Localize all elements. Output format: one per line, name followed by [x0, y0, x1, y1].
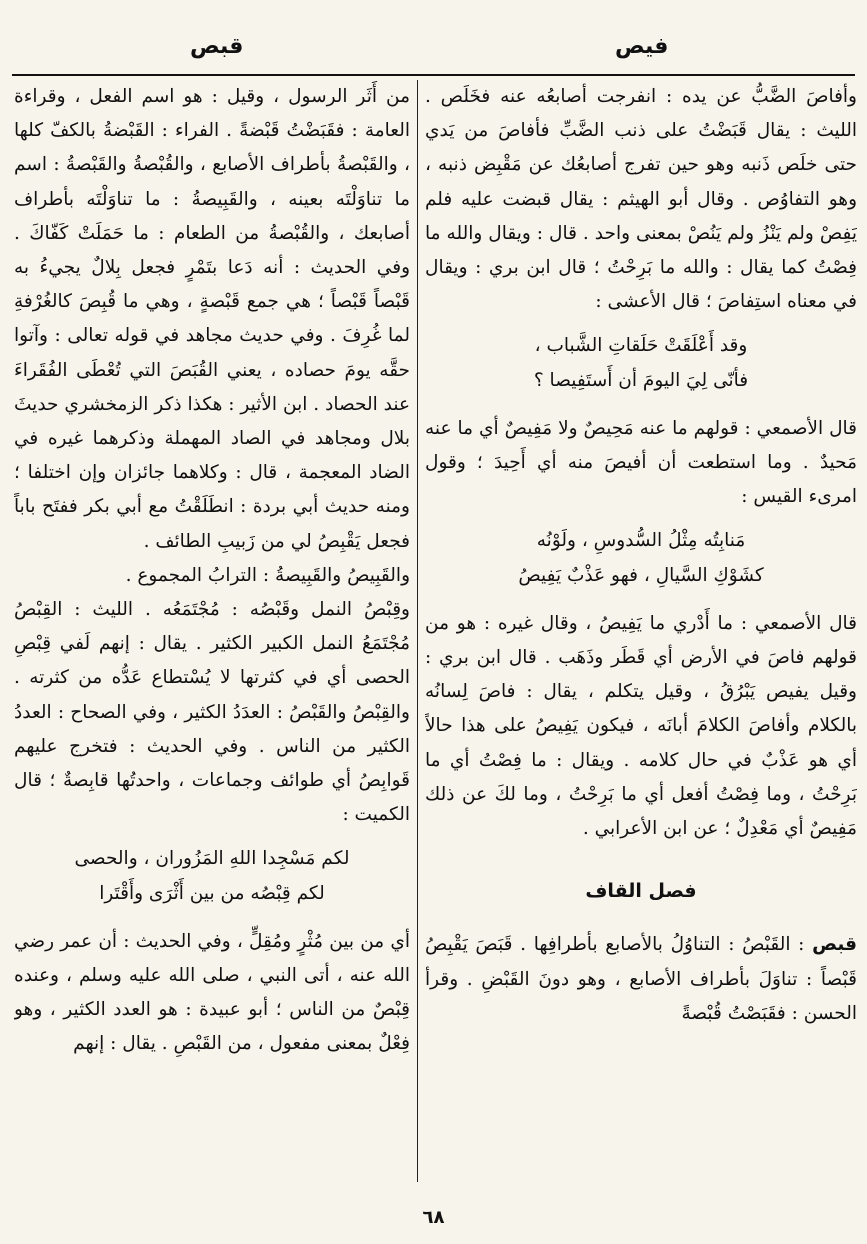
header-right-word: فيص	[615, 34, 669, 59]
right-column	[425, 80, 857, 1186]
verse-line: مَنابِتُه مِثْلُ السُّدوسِ ، ولَوْنُه	[536, 530, 746, 552]
paragraph: أي من بين مُثْرٍ ومُقِلٍّ ، وفي الحديث : أن عمر رضي الله عنه ، أتى النبي ، صلى الله عليه وسلم ، وعنده قِبْصٌ من الناس ؛ أبو عبيدة : هو العدد الكثير ، وهو فِعْلٌ بمعنى مفعول ، من القَبْصِ . يقال : إنهم	[14, 930, 410, 1055]
paragraph: وقِبْصُ النمل وقَبْصُه : مُجْتَمَعُه . الليث : القِبْصُ مُجْتَمَعُ النمل الكبير الكثير . يقال : إنهم لَفي قِبْصِ الحصى أي في كثرتها لا يُسْتطاع عَدُّه من كثرته . والقِبْصُ والقَبْصُ : العدَدُ الكثير ، وفي الصحاح : العددُ الكثير من الناس . وفي الحديث : فتخرج عليهم قَوابِصُ أي طوائف وجماعات ، واحدتُها قابِصةٌ ؛ قال الكميت :	[14, 599, 410, 826]
verse	[425, 524, 857, 592]
verse-line: وقد أَعْلَقَتْ حَلَقاتِ الشَّباب ،	[534, 335, 748, 357]
paragraph: من أَثَر الرسول ، وقيل : هو اسم الفعل ، وقراءة العامة : فقَبَضْتُ قَبْضةً . الفراء : القَبْضةُ بالكفّ كلها ، والقَبْصةُ بأطراف الأصابع ، والقُبْصةُ والقَبْصةُ : اسم ما تناوَلْتَه بعينه ، والقَبِيصةُ : ما تناوَلْتَه بأطراف أصابعك ، والقُبْصةُ من الطعام : ما حَمَلَتْ كَفّاكَ . وفي الحديث : أنه دَعا بتَمْرٍ فجعل بِلالٌ يجيءُ به قَبْصاً قَبْصاً ؛ هي جمع قَبْصةٍ ، وهي ما قُبِصَ كالغُرْفةِ لما غُرِفَ . وفي حديث مجاهد في قوله تعالى : وآتوا حقَّه يومَ حصاده ، يعني القُبَصَ التي تُعْطَى الفُقَراءَ عند الحصاد . ابن الأثير : هكذا ذكر الزمخشري حديثَ بلال ومجاهد في الصاد المهملة وذكرهما غيره في الضاد المعجمة ، قال : وكلاهما جائزان وإن اختلفا ؛ ومنه حديث أبي بردة : انطَلَقْتُ مع أبي بكر ففتَح باباً فجعل يَقْبِصُ لي من زَبيبِ الطائف .	[14, 86, 410, 552]
section-title: فصل القاف	[585, 880, 697, 903]
page-number: ٦٨	[422, 1207, 445, 1228]
paragraph: قال الأصمعي : قولهم ما عنه مَحِيصٌ ولا مَفِيصٌ أي ما عنه مَحيدٌ . وما استطعت أن أفيصَ منه أي أَحِيدَ ؛ وقول امرىء القيس :	[425, 417, 857, 508]
page-header	[0, 28, 867, 68]
entry-headword: قبص	[812, 934, 857, 956]
verse	[425, 329, 857, 397]
verse-line: فأنّى لِيَ اليومَ أن أَستَفِيصا ؟	[533, 369, 749, 391]
entry-paragraph	[425, 928, 857, 1031]
header-rule	[12, 74, 855, 76]
verse	[14, 842, 410, 910]
header-left-word: قبص	[190, 34, 244, 59]
paragraph: والقَبِيصُ والقَبِيصةُ : الترابُ المجموع .	[125, 564, 410, 586]
left-column	[14, 80, 410, 1186]
verse-line: كشَوْكِ السَّيالِ ، فهو عَذْبٌ يَفِيصُ	[518, 564, 764, 586]
paragraph: وأفاصَ الضَّبُّ عن يده : انفرجت أصابعُه عنه فخَلَص . الليث : يقال قَبَضْتُ على ذنب الضَّبِّ فأفاصَ من يَدي حتى خلَص ذَنبه وهو حين تفرج أصابعُك عن مَقْبِض ذنبه ، وهو التفاوُص . وقال أبو الهيثم : يقال قبضت عليه فلم يَفِصْ ولم يَنْزُ ولم يَنُصْ بمعنى واحد . قال : ويقال والله ما فِصْتُ كما يقال : والله ما بَرِحْتُ ؛ قال ابن بري : ويقال في معناه استِفاصَ ؛ قال الأعشى :	[425, 86, 857, 313]
verse-line: لكم مَسْجِدا اللهِ المَزُوران ، والحصى	[74, 848, 350, 870]
paragraph: قال الأصمعي : ما أَدْري ما يَفِيصُ ، وقال غيره : هو من قولهم فاصَ في الأرض أي قَطَر وذَهَب . قال ابن بري : وقيل يفيص يَبْرُقُ ، وقيل يتكلم ، يقال : فاصَ لِسانُه بالكلام وأفاصَ الكلامَ أبانَه ، فيكون يَفِيصُ على هذا حالاً أي هو عَذْبٌ في حال كلامه . ويقال : ما فِصْتُ أي ما بَرِحْتُ ، وما فِصْتُ أفعل أي ما بَرِحْتُ ، وما لكَ عن ذلك مَفِيصٌ أي مَعْدِلٌ ؛ عن ابن الأعرابي .	[425, 612, 857, 840]
verse-line: لكم قِبْصُه من بين أَثْرَى وأَقْتَرا	[99, 882, 325, 904]
column-divider	[417, 80, 418, 1182]
entry-text: : القَبْصُ : التناوُلُ بالأصابع بأطرافِها . قَبَصَ يَقْبِصُ قَبْصاً : تناوَلَ بأطراف الأصابع ، وهو دونَ القَبْضِ . وقرأ الحسن : فقَبَصْتُ قُبْصةً	[425, 934, 857, 1024]
